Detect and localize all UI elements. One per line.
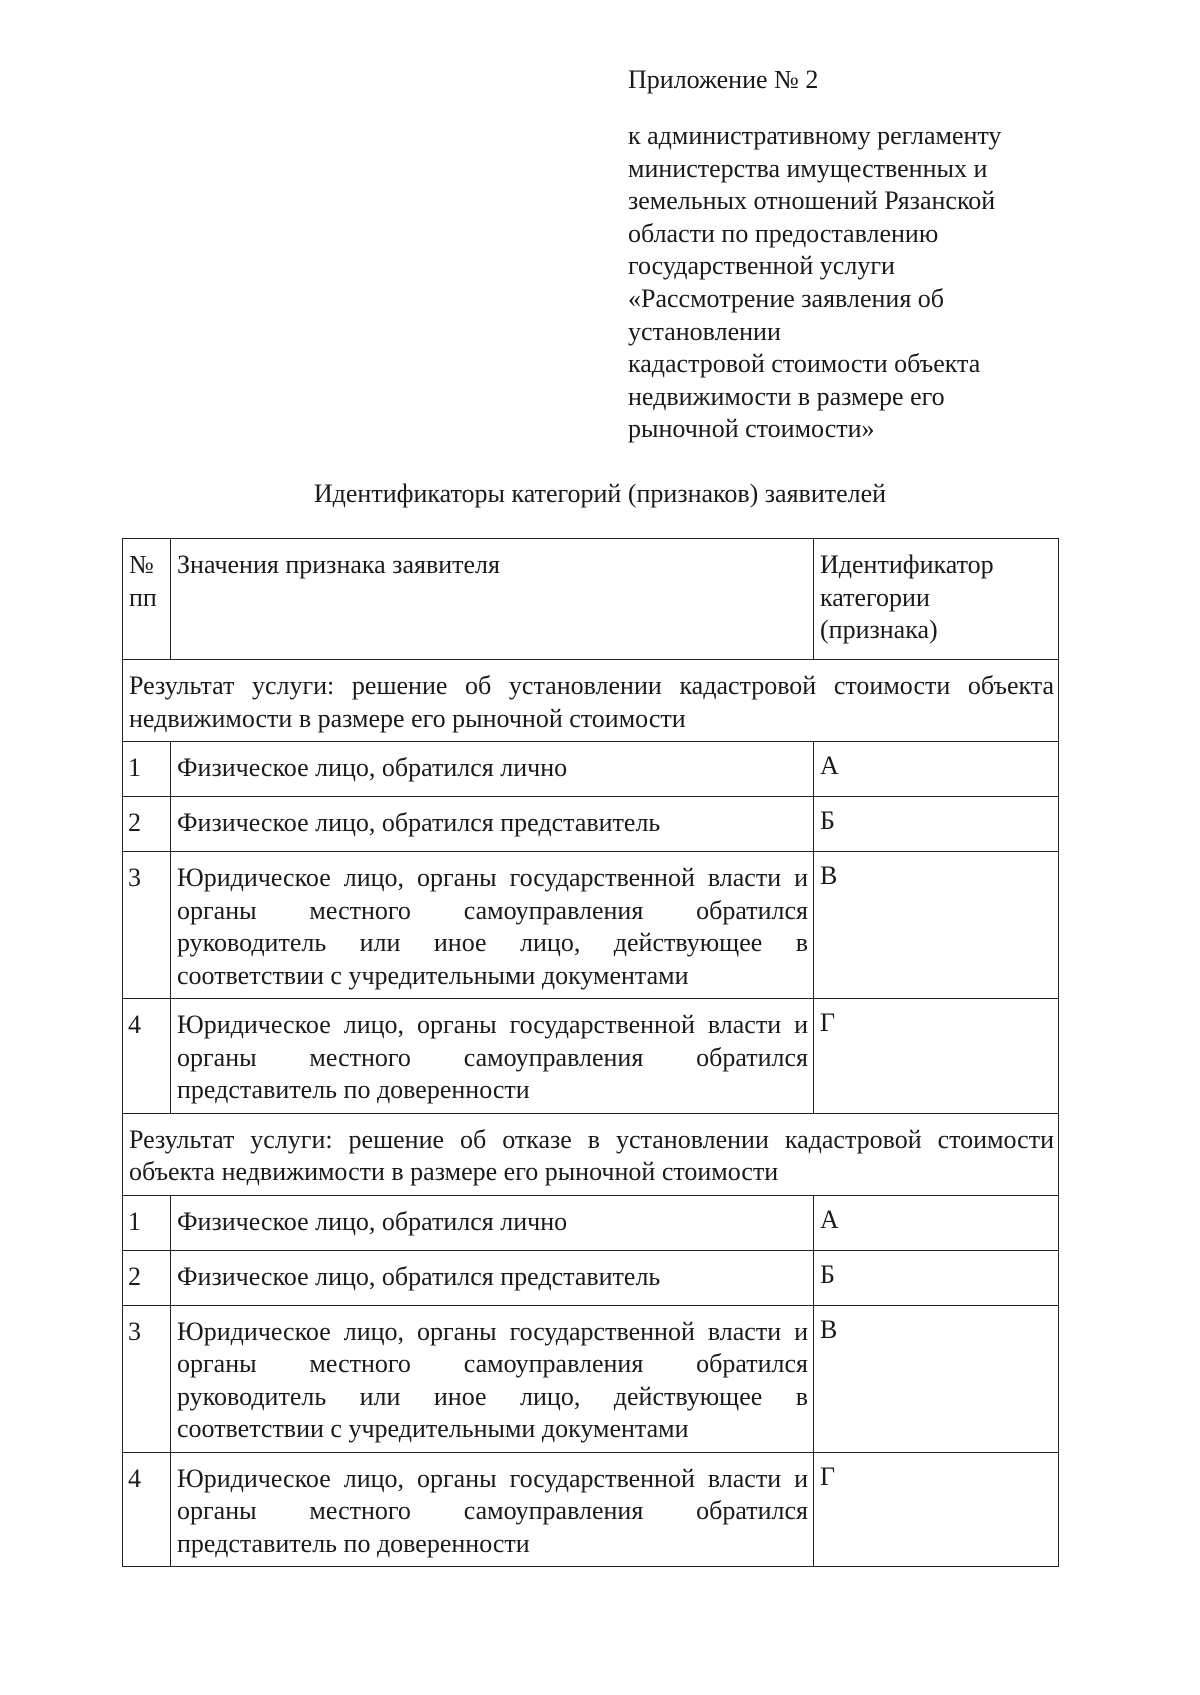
- row-num: 1: [123, 1195, 171, 1250]
- appendix-line: к административному регламенту: [628, 121, 1002, 150]
- row-identifier: Г: [814, 1452, 1059, 1567]
- section-title: Результат услуги: решение об установлении кадастровой стоимости объекта недвижимости в размере его рыночной стоимости: [123, 660, 1059, 742]
- appendix-line: области по предоставлению: [628, 218, 939, 248]
- table-row: [123, 999, 1059, 1114]
- table-row: [123, 1195, 1059, 1250]
- section-title: Результат услуги: решение об отказе в установлении кадастровой стоимости объекта недвижимости в размере его рыночной стоимости: [123, 1113, 1059, 1195]
- row-num: 3: [123, 852, 171, 999]
- row-value: Физическое лицо, обратился представитель: [171, 1250, 814, 1305]
- table-header-row: [123, 539, 1059, 660]
- table-row: [123, 797, 1059, 852]
- row-identifier: А: [814, 1195, 1059, 1250]
- appendix-description: [628, 120, 1088, 446]
- row-num: 4: [123, 999, 171, 1114]
- appendix-line: недвижимости в размере его: [628, 381, 945, 411]
- document-heading: Идентификаторы категорий (признаков) заявителей: [313, 479, 887, 508]
- table-row: [123, 1250, 1059, 1305]
- row-num: 3: [123, 1305, 171, 1452]
- appendix-line: государственной услуги: [628, 251, 895, 281]
- appendix-line: министерства имущественных и: [628, 153, 988, 183]
- header-num: № пп: [123, 539, 171, 660]
- row-identifier: Г: [814, 999, 1059, 1114]
- appendix-line: «Рассмотрение заявления об: [628, 283, 945, 313]
- row-value: Физическое лицо, обратился лично: [171, 1195, 814, 1250]
- row-value: Юридическое лицо, органы государственной власти и органы местного самоуправления обратился руководитель или иное лицо, действующее в соответствии с учредительными документами: [171, 852, 814, 999]
- table-row: [123, 1305, 1059, 1452]
- row-value: Физическое лицо, обратился лично: [171, 742, 814, 797]
- row-num: 1: [123, 742, 171, 797]
- row-identifier: А: [814, 742, 1059, 797]
- row-identifier: Б: [814, 1250, 1059, 1305]
- section-row: [123, 1113, 1059, 1195]
- header-identifier: Идентификатор категории (признака): [814, 539, 1059, 660]
- appendix-line: земельных отношений Рязанской: [628, 186, 996, 216]
- appendix-line: кадастровой стоимости объекта: [628, 349, 981, 379]
- row-identifier: Б: [814, 797, 1059, 852]
- row-value: Физическое лицо, обратился представитель: [171, 797, 814, 852]
- row-value: Юридическое лицо, органы государственной власти и органы местного самоуправления обратился представитель по доверенности: [171, 1452, 814, 1567]
- row-num: 2: [123, 797, 171, 852]
- row-identifier: В: [814, 852, 1059, 999]
- header-value: Значения признака заявителя: [171, 539, 814, 660]
- row-num: 2: [123, 1250, 171, 1305]
- row-value: Юридическое лицо, органы государственной власти и органы местного самоуправления обратился представитель по доверенности: [171, 999, 814, 1114]
- row-identifier: В: [814, 1305, 1059, 1452]
- appendix-line: установлении: [628, 316, 781, 346]
- appendix-title: Приложение № 2: [628, 65, 819, 94]
- table-row: [123, 1452, 1059, 1567]
- table-row: [123, 852, 1059, 999]
- section-row: [123, 660, 1059, 742]
- applicant-categories-table: [122, 538, 1059, 1567]
- table-row: [123, 742, 1059, 797]
- row-num: 4: [123, 1452, 171, 1567]
- row-value: Юридическое лицо, органы государственной власти и органы местного самоуправления обратился руководитель или иное лицо, действующее в соответствии с учредительными документами: [171, 1305, 814, 1452]
- appendix-line: рыночной стоимости»: [628, 414, 875, 444]
